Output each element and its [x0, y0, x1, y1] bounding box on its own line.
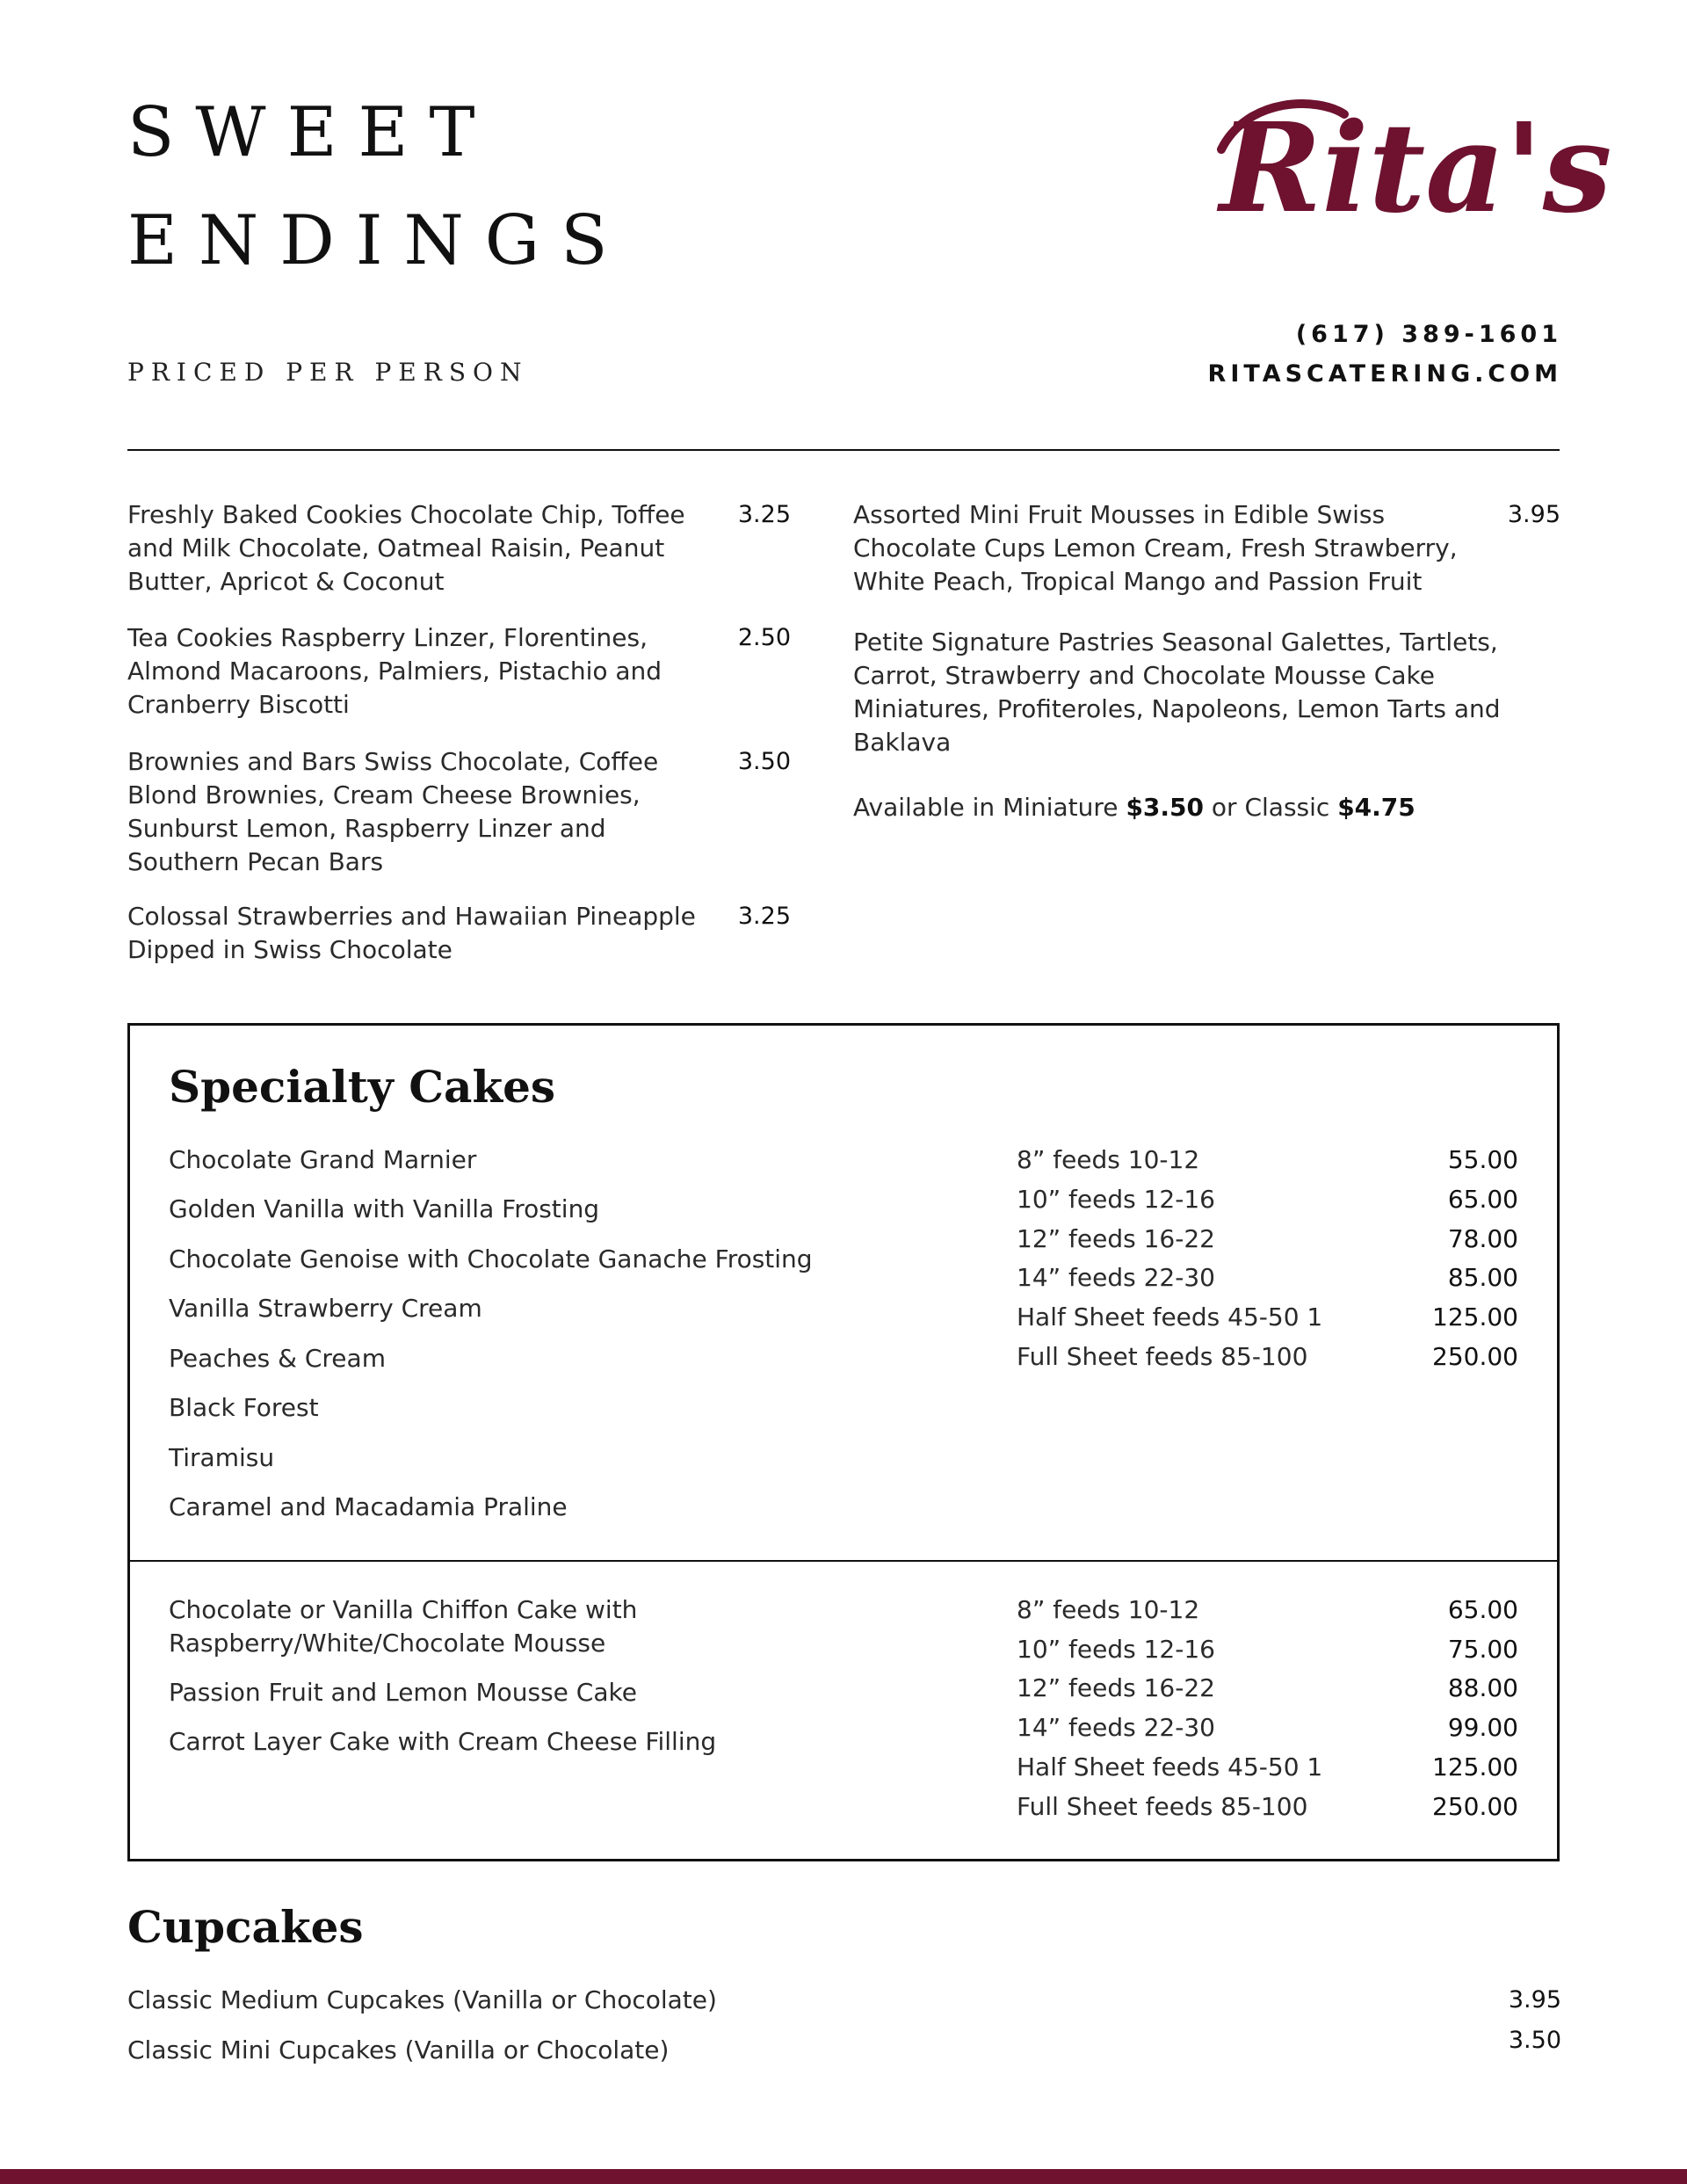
cake-flavor-line: Chocolate or Vanilla Chiffon Cake with: [169, 1595, 638, 1624]
cake-size: 14” feeds 22-30: [1017, 1263, 1215, 1292]
cake-flavor: Carrot Layer Cake with Cream Cheese Filling: [169, 1727, 717, 1756]
dessert-line: Chocolate Cups Lemon Cream, Fresh Strawberry,: [853, 533, 1458, 562]
dessert-line: Dipped in Swiss Chocolate: [127, 935, 453, 964]
cake-size: 12” feeds 16-22: [1017, 1224, 1215, 1253]
dessert-item-strawberries: [127, 900, 725, 967]
dessert-line: Blond Brownies, Cream Cheese Brownies,: [127, 780, 641, 809]
dessert-line: and Milk Chocolate, Oatmeal Raisin, Peanut: [127, 533, 665, 562]
dessert-price: 2.50: [737, 624, 791, 651]
cake-price: 65.00: [1447, 1185, 1518, 1214]
cupcake-price: 3.95: [1508, 1986, 1561, 2013]
cake-price: 125.00: [1432, 1752, 1518, 1781]
specialty-cakes-heading: Specialty Cakes: [169, 1061, 556, 1113]
cake-price: 78.00: [1447, 1224, 1518, 1253]
dessert-item-mini-mousses: [853, 498, 1521, 599]
dessert-price: 3.95: [1507, 501, 1560, 528]
cupcake-item: Classic Mini Cupcakes (Vanilla or Chocolate): [127, 2035, 670, 2064]
cupcake-price: 3.50: [1508, 2027, 1561, 2054]
cupcake-item: Classic Medium Cupcakes (Vanilla or Chocolate): [127, 1985, 717, 2014]
cake-price: 75.00: [1447, 1635, 1518, 1664]
note-text: or Classic: [1204, 793, 1338, 822]
dessert-line: Cranberry Biscotti: [127, 690, 350, 719]
footer-bar: [0, 2169, 1687, 2184]
cake-flavor: Chocolate Grand Marnier: [169, 1145, 477, 1174]
cake-size: 10” feeds 12-16: [1017, 1635, 1215, 1664]
cake-price: 85.00: [1447, 1263, 1518, 1292]
cake-size: 12” feeds 16-22: [1017, 1673, 1215, 1702]
cake-size: Half Sheet feeds 45-50 1: [1017, 1302, 1323, 1331]
dessert-line: Butter, Apricot & Coconut: [127, 567, 445, 596]
cake-flavor: Black Forest: [169, 1393, 319, 1422]
cake-flavor: Tiramisu: [169, 1443, 275, 1472]
cake-price: 250.00: [1432, 1792, 1518, 1821]
dessert-item-tea-cookies: [127, 621, 725, 722]
ritas-logo: [1213, 88, 1612, 242]
cake-price: 125.00: [1432, 1302, 1518, 1331]
dessert-line: Carrot, Strawberry and Chocolate Mousse Cake: [853, 661, 1435, 690]
cake-price: 65.00: [1447, 1595, 1518, 1624]
dessert-price: 3.25: [737, 903, 791, 930]
phone-number: (617) 389-1601: [1295, 321, 1562, 348]
dessert-line: Freshly Baked Cookies Chocolate Chip, Toffee: [127, 500, 685, 529]
cake-size: 14” feeds 22-30: [1017, 1713, 1215, 1742]
pastry-size-note: [853, 791, 1415, 824]
title-line-2: ENDINGS: [127, 201, 629, 280]
header-divider: [127, 449, 1560, 451]
cake-flavor: Passion Fruit and Lemon Mousse Cake: [169, 1678, 637, 1707]
cake-size: Full Sheet feeds 85-100: [1017, 1342, 1308, 1371]
mini-price: $3.50: [1126, 793, 1205, 822]
dessert-item-petite-pastries: [853, 626, 1547, 759]
classic-price: $4.75: [1337, 793, 1415, 822]
dessert-line: Almond Macaroons, Palmiers, Pistachio and: [127, 657, 662, 686]
dessert-line: Petite Signature Pastries Seasonal Galettes, Tartlets,: [853, 628, 1498, 657]
dessert-line: Tea Cookies Raspberry Linzer, Florentines,: [127, 623, 648, 652]
cake-size: 8” feeds 10-12: [1017, 1145, 1200, 1174]
dessert-price: 3.50: [737, 748, 791, 775]
cupcakes-heading: Cupcakes: [127, 1901, 364, 1953]
dessert-line: Miniatures, Profiteroles, Napoleons, Lemon Tarts and: [853, 694, 1501, 723]
cake-size: Full Sheet feeds 85-100: [1017, 1792, 1308, 1821]
cake-flavor: Chocolate Genoise with Chocolate Ganache Frosting: [169, 1244, 813, 1273]
cake-flavor: Golden Vanilla with Vanilla Frosting: [169, 1194, 600, 1223]
dessert-line: Southern Pecan Bars: [127, 847, 384, 876]
subtitle: PRICED PER PERSON: [127, 358, 529, 387]
dessert-line: Sunburst Lemon, Raspberry Linzer and: [127, 814, 606, 843]
dessert-line: Baklava: [853, 728, 952, 757]
website-url: RITASCATERING.COM: [1207, 360, 1562, 388]
note-text: Available in Miniature: [853, 793, 1126, 822]
cake-flavor: Peaches & Cream: [169, 1344, 386, 1373]
cake-flavor: [169, 1593, 637, 1660]
dessert-line: Colossal Strawberries and Hawaiian Pineapple: [127, 902, 696, 931]
dessert-price: 3.25: [737, 501, 791, 528]
cake-price: 55.00: [1447, 1145, 1518, 1174]
cake-flavor: Caramel and Macadamia Praline: [169, 1492, 568, 1521]
logo-wordmark: Rita's: [1220, 97, 1612, 241]
dessert-item-brownies: [127, 745, 725, 879]
cake-size: 10” feeds 12-16: [1017, 1185, 1215, 1214]
title-line-1: SWEET: [127, 93, 496, 172]
dessert-line: Assorted Mini Fruit Mousses in Edible Swiss: [853, 500, 1386, 529]
cake-size: 8” feeds 10-12: [1017, 1595, 1200, 1624]
dessert-line: Brownies and Bars Swiss Chocolate, Coffee: [127, 747, 659, 776]
cake-flavor: Vanilla Strawberry Cream: [169, 1294, 482, 1323]
cake-size: Half Sheet feeds 45-50 1: [1017, 1752, 1323, 1781]
cake-price: 88.00: [1447, 1673, 1518, 1702]
dessert-line: White Peach, Tropical Mango and Passion Fruit: [853, 567, 1423, 596]
dessert-item-cookies: [127, 498, 725, 599]
cake-price: 99.00: [1447, 1713, 1518, 1742]
cake-price: 250.00: [1432, 1342, 1518, 1371]
cakes-divider: [127, 1560, 1560, 1562]
cake-flavor-line: Raspberry/White/Chocolate Mousse: [169, 1629, 606, 1658]
